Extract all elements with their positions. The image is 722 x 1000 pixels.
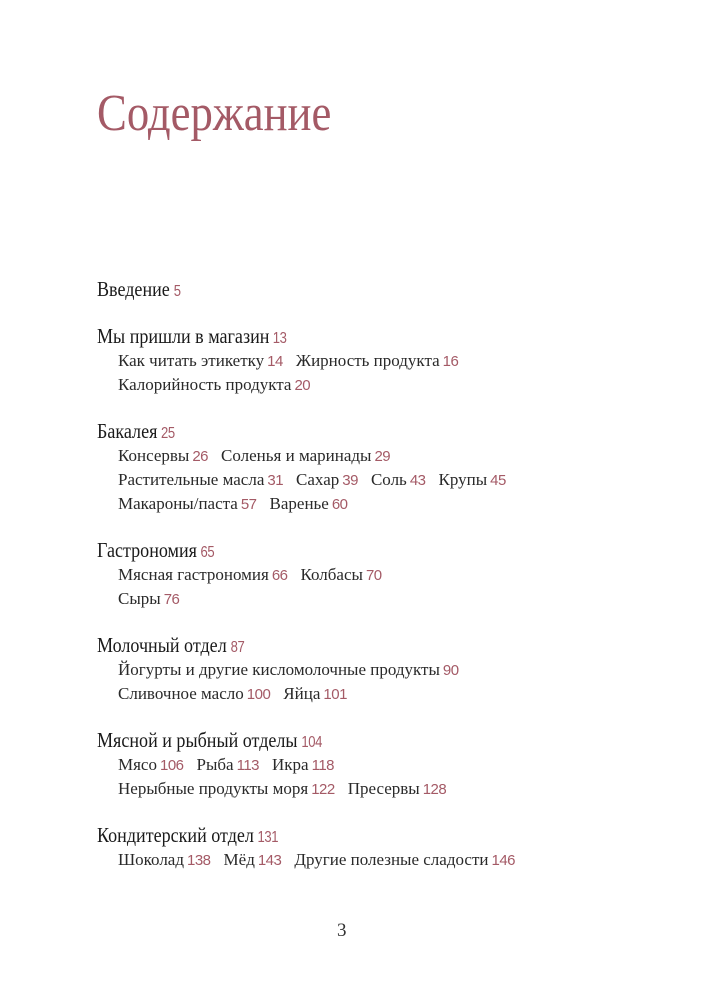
section-heading[interactable] [97, 727, 613, 753]
subsection-page-number: 106 [159, 757, 184, 774]
subsection-entry[interactable] [118, 444, 208, 469]
subsection-entry[interactable] [296, 468, 358, 493]
subsection-title: Консервы [118, 446, 190, 465]
subsection-entry[interactable] [118, 682, 270, 707]
subsection-entry[interactable] [270, 492, 348, 517]
section-title: Молочный отдел [97, 633, 227, 657]
section-heading[interactable] [97, 632, 613, 658]
subsection-line [97, 468, 697, 492]
subsection-entry[interactable] [118, 349, 283, 374]
subsection-page-number: 60 [331, 496, 348, 513]
subsection-page-number: 66 [271, 567, 288, 584]
toc-section [97, 727, 697, 801]
subsection-title: Макароны/паста [118, 494, 238, 513]
toc-section [97, 418, 697, 516]
subsection-page-number: 122 [311, 781, 335, 798]
subsection-page-number: 128 [422, 781, 447, 798]
toc-section [97, 632, 697, 706]
subsection-entry[interactable] [118, 777, 335, 802]
subsection-title: Как читать этикетку [118, 351, 265, 370]
subsection-title: Мясо [118, 755, 157, 774]
subsection-page-number: 113 [236, 757, 260, 774]
subsection-line [97, 373, 697, 397]
section-page-number: 13 [273, 330, 287, 347]
subsection-line [97, 658, 697, 682]
section-page-number: 104 [301, 734, 323, 751]
toc-section [97, 276, 697, 302]
subsection-title: Мясная гастрономия [118, 565, 269, 584]
subsection-title: Соль [370, 470, 407, 489]
subsection-line [97, 349, 697, 373]
subsection-page-number: 90 [442, 662, 459, 679]
section-heading[interactable] [97, 323, 613, 349]
subsection-page-number: 29 [374, 448, 391, 465]
toc-section [97, 822, 697, 872]
subsection-title: Пресервы [347, 779, 420, 798]
subsection-page-number: 16 [442, 353, 459, 370]
subsection-line [97, 753, 697, 777]
subsection-page-number: 45 [490, 472, 506, 489]
subsection-entry[interactable] [439, 468, 506, 493]
subsection-title: Варенье [269, 494, 329, 513]
subsection-title: Рыба [196, 755, 234, 774]
subsection-page-number: 70 [365, 567, 382, 584]
subsection-entry[interactable] [118, 848, 211, 873]
subsection-page-number: 76 [163, 591, 180, 608]
subsection-title: Икра [272, 755, 309, 774]
section-title: Введение [97, 277, 170, 301]
section-title: Гастрономия [97, 538, 197, 562]
subsection-page-number: 31 [267, 472, 284, 489]
subsection-title: Шоколад [118, 850, 184, 869]
subsection-page-number: 14 [267, 353, 283, 370]
subsection-title: Сливочное масло [118, 684, 244, 703]
subsection-title: Калорийность продукта [118, 375, 292, 394]
subsection-entry[interactable] [118, 373, 310, 398]
subsection-title: Соленья и маринады [221, 446, 372, 465]
subsection-entry[interactable] [296, 349, 459, 374]
subsection-line [97, 848, 697, 872]
subsection-entry[interactable] [294, 848, 515, 873]
subsection-title: Нерыбные продукты моря [118, 779, 309, 798]
subsection-entry[interactable] [197, 753, 260, 778]
subsection-page-number: 118 [311, 757, 335, 774]
subsection-title: Крупы [438, 470, 488, 489]
subsection-line [97, 682, 697, 706]
section-page-number: 25 [161, 425, 175, 442]
toc-section [97, 323, 697, 397]
subsection-title: Жирность продукта [295, 351, 440, 370]
section-heading[interactable] [97, 822, 613, 848]
section-heading[interactable] [97, 537, 613, 563]
subsection-title: Колбасы [300, 565, 363, 584]
section-heading[interactable] [97, 418, 613, 444]
page-title: Содержание [97, 85, 332, 142]
subsection-line [97, 777, 697, 801]
section-page-number: 65 [200, 544, 215, 561]
subsection-entry[interactable] [371, 468, 426, 493]
subsection-title: Яйца [283, 684, 321, 703]
section-page-number: 87 [230, 639, 245, 656]
subsection-entry[interactable] [118, 753, 184, 778]
subsection-page-number: 138 [187, 852, 211, 869]
subsection-page-number: 20 [294, 377, 311, 394]
subsection-entry[interactable] [118, 468, 283, 493]
subsection-title: Йогурты и другие кисломолочные продукты [118, 660, 440, 679]
subsection-page-number: 101 [323, 686, 347, 703]
subsection-page-number: 43 [409, 472, 426, 489]
section-page-number: 131 [257, 829, 279, 846]
subsection-entry[interactable] [118, 563, 288, 588]
subsection-entry[interactable] [283, 682, 347, 707]
subsection-title: Другие полезные сладости [294, 850, 489, 869]
section-title: Мы пришли в магазин [97, 324, 270, 348]
page-number: 3 [337, 920, 347, 941]
subsection-entry[interactable] [118, 658, 459, 683]
subsection-page-number: 146 [491, 852, 516, 869]
section-heading[interactable] [97, 276, 613, 302]
section-page-number: 5 [173, 283, 181, 300]
section-title: Бакалея [97, 419, 158, 443]
toc-section [97, 537, 697, 611]
subsection-title: Растительные масла [118, 470, 265, 489]
subsection-page-number: 143 [257, 852, 282, 869]
subsection-line [97, 492, 697, 516]
subsection-line [97, 444, 697, 468]
subsection-entry[interactable] [221, 444, 390, 469]
subsection-title: Мёд [223, 850, 255, 869]
section-title: Кондитерский отдел [97, 823, 254, 847]
subsection-page-number: 57 [240, 496, 257, 513]
subsection-entry[interactable] [272, 753, 334, 778]
subsection-title: Сыры [118, 589, 161, 608]
subsection-entry[interactable] [301, 563, 382, 588]
subsection-page-number: 39 [342, 472, 358, 489]
section-title: Мясной и рыбный отделы [97, 728, 298, 752]
subsection-entry[interactable] [118, 587, 179, 612]
subsection-entry[interactable] [224, 848, 282, 873]
subsection-line [97, 563, 697, 587]
subsection-title: Сахар [296, 470, 340, 489]
subsection-page-number: 100 [246, 686, 271, 703]
subsection-line [97, 587, 697, 611]
table-of-contents [97, 276, 697, 893]
subsection-entry[interactable] [118, 492, 257, 517]
subsection-entry[interactable] [348, 777, 447, 802]
subsection-page-number: 26 [192, 448, 209, 465]
